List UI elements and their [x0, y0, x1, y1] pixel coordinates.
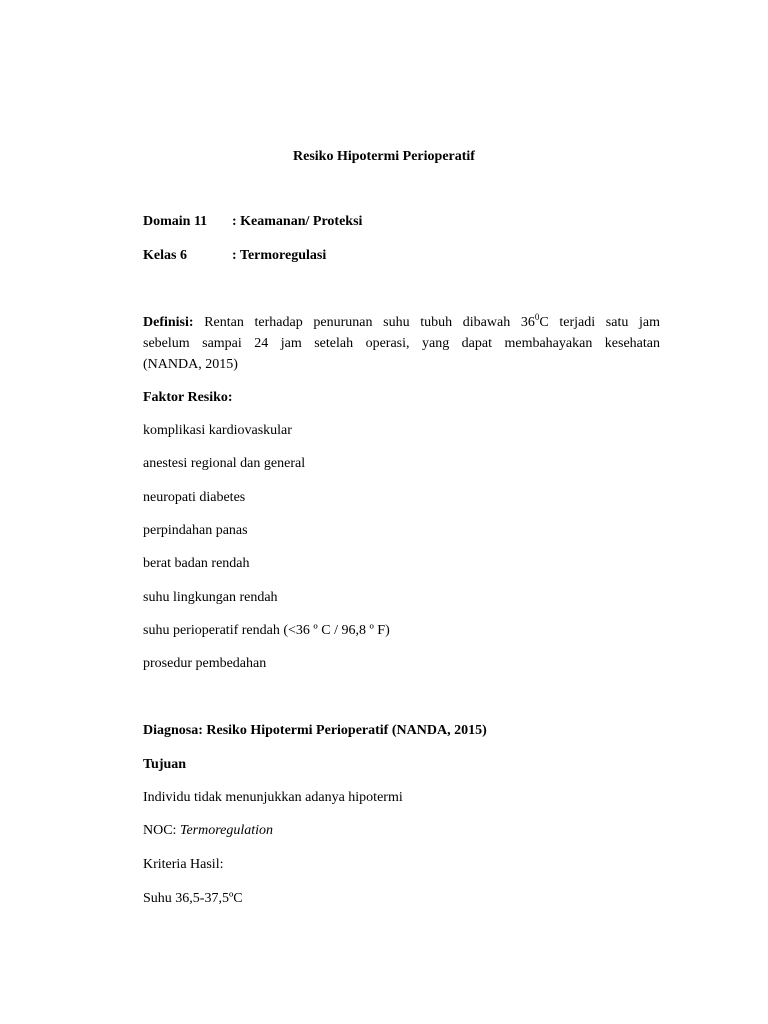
kriteria-heading: Kriteria Hasil: — [143, 857, 224, 872]
faktor-item: berat badan rendah — [143, 556, 250, 571]
definition-superscript: 0 — [534, 312, 540, 322]
faktor-item: suhu lingkungan rendah — [143, 590, 278, 605]
domain-value: : Keamanan/ Proteksi — [232, 214, 363, 229]
faktor-item: neuropati diabetes — [143, 490, 246, 505]
faktor-item: prosedur pembedahan — [143, 656, 267, 671]
faktor-item: komplikasi kardiovaskular — [143, 423, 292, 438]
page-title: Resiko Hipotermi Perioperatif — [293, 149, 475, 164]
noc-label: NOC: — [143, 823, 180, 838]
definition-label: Definisi: — [143, 315, 194, 330]
definition-line-3: (NANDA, 2015) — [143, 357, 238, 372]
domain-label: Domain 11 — [143, 214, 208, 229]
faktor-item: anestesi regional dan general — [143, 456, 306, 471]
faktor-heading: Faktor Resiko: — [143, 390, 233, 405]
definition-paragraph — [143, 312, 660, 375]
noc-line — [143, 821, 273, 841]
kelas-label: Kelas 6 — [143, 248, 187, 263]
suhu-criterion: Suhu 36,5-37,5ºC — [143, 891, 243, 906]
diagnosa-heading: Diagnosa: Resiko Hipotermi Perioperatif (NANDA, 2015) — [143, 723, 487, 738]
definition-line-1 — [143, 312, 660, 333]
tujuan-heading: Tujuan — [143, 757, 187, 772]
definition-line-2: sebelum sampai 24 jam setelah operasi, yang dapat membahayakan kesehatan — [143, 336, 660, 351]
kelas-value: : Termoregulasi — [232, 248, 327, 263]
faktor-item: perpindahan panas — [143, 523, 248, 538]
noc-value: Termoregulation — [179, 823, 274, 838]
faktor-item: suhu perioperatif rendah (<36 º C / 96,8 º F) — [143, 623, 390, 638]
tujuan-text: Individu tidak menunjukkan adanya hipotermi — [143, 790, 403, 805]
definition-text-b: C terjadi satu jam — [539, 315, 660, 330]
definition-text-a: Rentan terhadap penurunan suhu tubuh dibawah 36 — [204, 315, 535, 330]
